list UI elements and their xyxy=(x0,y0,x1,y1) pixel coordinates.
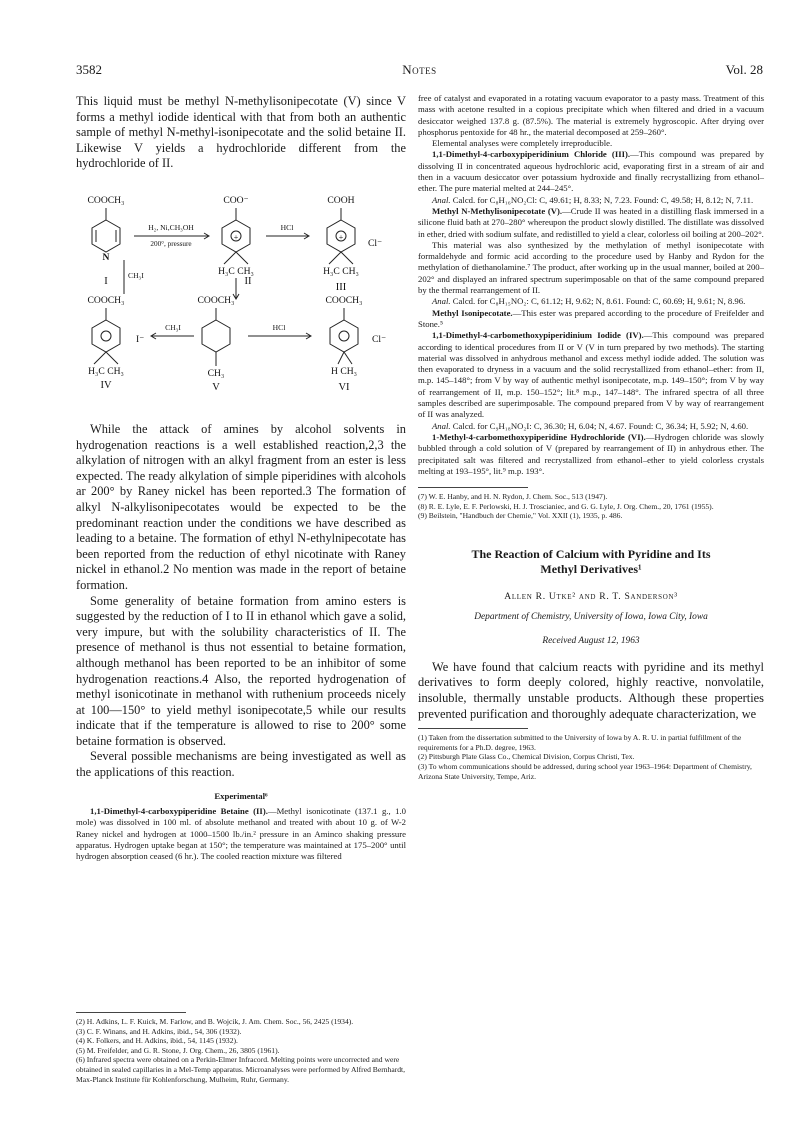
footnote-rule xyxy=(418,487,528,488)
scheme-svg xyxy=(76,190,406,420)
experimental-paragraph: Elemental analyses were completely irreproducible. xyxy=(432,138,613,149)
footnote-rule xyxy=(76,1012,186,1013)
analysis-line: Anal. Calcd. for C₈H₁₆NO₂Cl: C, 49.61; H, 8.33; N, 7.23. Found: C, 49.58; H, 8.12; N, 7.11. xyxy=(432,194,754,205)
chem-IV-substituent: COOCH₃ xyxy=(87,295,125,306)
reagent-ch3i: CH₃I xyxy=(128,271,144,280)
ring-VI xyxy=(330,320,358,352)
footnote: (6) Infrared spectra were obtained on a Perkin-Elmer Infracord. Melting points were uncorrected and were obtained in sealed capillaries in a Mel-Temp apparatus. Microanalyses were performed by Alfred Bernhardt, Max-Planck Institute für Kohlenforschung, Mulheim, Ruhr, Germany. xyxy=(76,1055,406,1084)
chem-V-methyl: CH₃ xyxy=(207,368,225,379)
article-affiliation: Department of Chemistry, University of Iowa, Iowa City, Iowa xyxy=(474,611,708,622)
experimental-paragraph xyxy=(76,806,406,862)
left-column-body xyxy=(76,422,406,862)
right-column xyxy=(418,93,764,781)
article-title-line: The Reaction of Calcium with Pyridine and Its xyxy=(471,546,711,561)
compound-label-II: II xyxy=(244,276,252,287)
footnote: (2) Pittsburgh Plate Glass Co., Chemical Division, Corpus Christi, Tex. xyxy=(418,752,635,762)
article-title-line: Methyl Derivatives¹ xyxy=(540,561,642,576)
section-name: Notes xyxy=(402,62,437,77)
experimental-paragraph: Methyl N-Methylisonipecotate (V).—Crude II was heated in a distilling flask immersed in a silicone fluid bath at 270–280° whereupon the product slowly distilled. The distillate was dissolved in ether, dried with sodium sulfate, and redistilled to yield a clear, colorless oil boiling at 200–202°. xyxy=(418,205,765,239)
reagent-ch3i-2: CH₃I xyxy=(165,323,181,332)
running-header xyxy=(76,62,763,80)
footnote: (8) R. E. Lyle, E. F. Perlowski, H. J. Troscianiec, and G. G. Lyle, J. Org. Chem., 20, 1761 (1955). xyxy=(418,501,714,511)
reagent-hcl: HCl xyxy=(280,223,294,232)
footnote: (9) Beilstein, "Handbuch der Chemie," Vol. XXII (1), 1935, p. 486. xyxy=(418,511,623,521)
chem-n: N xyxy=(102,252,110,263)
experimental-paragraph: 1-Methyl-4-carbomethoxypiperidine Hydrochloride (VI).—Hydrogen chloride was slowly bubbled through a cold solution of V (prepared by rearrangement of II) in anhydrous ether. The precipitated salt was filtered and recrystallized from ethanol–ether to yield colorless crystals melting at 193–195°, lit.⁹ m.p. 193°. xyxy=(418,431,765,476)
footnote: (1) Taken from the dissertation submitted to the University of Iowa by A. R. U. in partial fulfillment of the requirements for a Ph.D. degree, 1963. xyxy=(418,733,742,752)
reagent-hydrogenation: H₂, Ni,CH₃OH xyxy=(148,223,194,232)
chem-IV-methyls: H₃C CH₃ xyxy=(88,366,124,377)
compound-label-IV: IV xyxy=(100,380,112,391)
experimental-heading: Experimental⁶ xyxy=(214,790,268,801)
footnote: (3) C. F. Winans, and H. Adkins, ibid., 54, 306 (1932). xyxy=(76,1026,242,1036)
body-paragraph: Some generality of betaine formation from amino esters is suggested by the reduction of I to II in ethanol which gave a solid, very impure, but with the solubility characteristics of II. The presence of methanol is thus not essential to betaine formation, although methanol has been reported to be an inhibitor of some hydrogenation reactions.4 Also, the reported hydrogenation of methyl isonicotinate in methanol with ruthenium proceeds nicely at 100—150° to yield methyl isonipecotate,5 while our results indicate that if the temperature is allowed to rise to 200° some betaine formation is observed. xyxy=(76,593,406,748)
body-paragraph: While the attack of amines by alcohol solvents in hydrogenation reactions is a well established reaction,2,3 the alkylation of nitrogen with an alkyl fragment from an ester is less expected. The ready alkylation of simple piperidines with alcohols ar 200° by Raney nickel has been reported.3 The formation of alkyl N-alkylisonipecotates would be expected to be the predominant reaction under the conditions we have described as leading to a betaine. The formation of ethyl N-ethylnipecotate has been reported from the reduction of ethyl nicotinate with Raney nickel in ethanol.2 No mention was made in the report of betaine formation. xyxy=(76,422,406,592)
intro-paragraph: This liquid must be methyl N-methylisonipecotate (V) since V forms a methyl iodide identical with that from both an authentic sample of methyl N-methyl-isonipecotate and the solid betaine II. Likewise V yields a hydrochloride different from the hydrochloride of II. xyxy=(76,94,406,171)
analysis-line: Anal. Calcd. for C₈H₁₅NO₂: C, 61.12; H, 9.62; N, 8.61. Found: C, 60.69; H, 9.61; N, 8.96. xyxy=(432,296,746,307)
experimental-paragraph: This material was also synthesized by the methylation of methyl isonipecotate with formaldehyde and formic acid according to the procedure used by Hanby and Rydon for the methylation of diethanolamine.⁷ The product, after working up in the usual manner, boiled at 200–202° and displayed an infrared spectrum superimposable on that of the same compound prepared by the thermal rearrangement of II. xyxy=(418,239,764,296)
footnote: (3) To whom communications should be addressed, during school year 1963–1964: Department of Chemistry, Arizona State University, Tempe, Ariz. xyxy=(418,762,752,781)
article-authors: Allen R. Utke² and R. T. Sanderson³ xyxy=(504,590,678,602)
reagent-hcl-2: HCl xyxy=(272,323,286,332)
experimental-paragraph: 1,1-Dimethyl-4-carboxypiperidinium Chloride (III).—This compound was prepared by dissolving II in concentrated aqueous hydrochloric acid, evaporating first in a stream of air and then in a vacuum desiccator over potassium hydroxide and finally recrystallizing from ethanol–ether. The pure material melted at 244–245°. xyxy=(418,149,764,194)
analysis-line: Anal. Calcd. for C₉H₁₈NO₂I: C, 36.30; H, 6.04; N, 4.67. Found: C, 36.34; H, 5.92; N, 4.60. xyxy=(432,420,749,431)
footnote: (5) M. Freifelder, and G. R. Stone, J. Org. Chem., 26, 3805 (1961). xyxy=(76,1045,280,1055)
chem-VI-groups: H CH₃ xyxy=(331,366,357,377)
compound-label-III: III xyxy=(335,282,347,293)
iodide-ion: I⁻ xyxy=(136,334,145,345)
compound-label-VI: VI xyxy=(338,382,350,393)
article-intro: We have found that calcium reacts with pyridine and its methyl derivatives to form deeply colored, highly reactive, nonvolatile, insoluble, thermally unstable products. Although these properties prevented purification and thoroughly adequate characterization, we xyxy=(418,659,764,721)
footnote-rule xyxy=(418,728,528,729)
experimental-text: —Methyl isonicotinate (137.1 g., 1.0 mole) was dissolved in 100 ml. of absolute methanol and treated with about 10 g. of W-2 Raney nickel and hydrogen at 1000–1500 lb./in.² pressure in an Aminco shaking pressure apparatus. Hydrogen uptake began at 150°; the temperature was maintained at 175–200° until hydrogen absorption ceased (6 hr.). The cooled reaction mixture was filtered xyxy=(76,805,407,862)
chem-VI-substituent: COOCH₃ xyxy=(325,295,363,306)
compound-label-I: I xyxy=(104,276,108,287)
footnote: (4) K. Folkers, and H. Adkins, ibid., 54, 1145 (1932). xyxy=(76,1036,238,1046)
footnote: (7) W. E. Hanby, and H. N. Rydon, J. Chem. Soc., 513 (1947). xyxy=(418,492,608,502)
compound-title: 1,1-Dimethyl-4-carboxypiperidine Betaine (II). xyxy=(90,805,268,816)
chem-V-substituent: COOCH₃ xyxy=(197,295,235,306)
chloride-ion: Cl⁻ xyxy=(368,238,383,249)
experimental-paragraph: Methyl Isonipecotate.—This ester was prepared according to the procedure of Freifelder and Stone.⁵ xyxy=(418,307,764,329)
reagent-conditions: 200°, pressure xyxy=(150,240,192,248)
left-column-top xyxy=(76,94,406,172)
chloride-ion-2: Cl⁻ xyxy=(372,334,387,345)
received-date: Received August 12, 1963 xyxy=(542,635,640,646)
chem-III-methyls: H₃C CH₃ xyxy=(323,266,359,277)
plus-sign: + xyxy=(338,233,344,242)
chem-II-methyls: H₃C CH₃ xyxy=(218,266,254,277)
page-number: 3582 xyxy=(76,62,102,77)
experimental-paragraph: 1,1-Dimethyl-4-carbomethoxypiperidinium Iodide (IV).—This compound was prepared according to identical procedures from II or V (V in turn prepared by two methods). The starting material was dissolved in anhydrous methanol and excess methyl iodide added. The solution was then evaporated to dryness in a vacuum and the solid recrystallized from ethanol–ether: from II, m.p. 145–148°; from V by way of authentic methyl isonipecotate, m.p. 149–150°; from V by way of rearrangement of II, m.p. 150–152°; lit.⁸ m.p., 147–148°. The infrared spectra of all three samples described are superimposable. The compound prepared from V by way of rearrangement of II was analyzed. xyxy=(418,330,764,420)
compound-label-V: V xyxy=(212,382,220,393)
chem-III-substituent: COOH xyxy=(327,195,355,206)
chem-I-substituent: COOCH₃ xyxy=(87,195,125,206)
reaction-scheme xyxy=(76,190,406,420)
ring-V xyxy=(202,320,230,352)
body-paragraph: Several possible mechanisms are being investigated as well as the applications of this reaction. xyxy=(76,749,406,780)
footnote: (2) H. Adkins, L. F. Kuick, M. Farlow, and B. Wojcik, J. Am. Chem. Soc., 56, 2425 (1934). xyxy=(76,1017,354,1026)
left-footnotes xyxy=(76,1012,406,1084)
chem-II-substituent: COO⁻ xyxy=(223,195,249,206)
plus-sign: + xyxy=(233,233,239,242)
experimental-paragraph: free of catalyst and evaporated in a rotating vacuum evaporator to a pasty mass. Treatment of this mass with acetone resulted in a copious precipitate which when filtered and dried in a vacuum desiccator weighed 137.8 g. (87.5%). The material is extremely hygroscopic. After drying over phosphorus pentoxide for 48 hr., the material decomposed at 259–260°. xyxy=(418,93,764,137)
ring-IV xyxy=(92,320,120,352)
volume-number: Vol. 28 xyxy=(725,62,763,77)
